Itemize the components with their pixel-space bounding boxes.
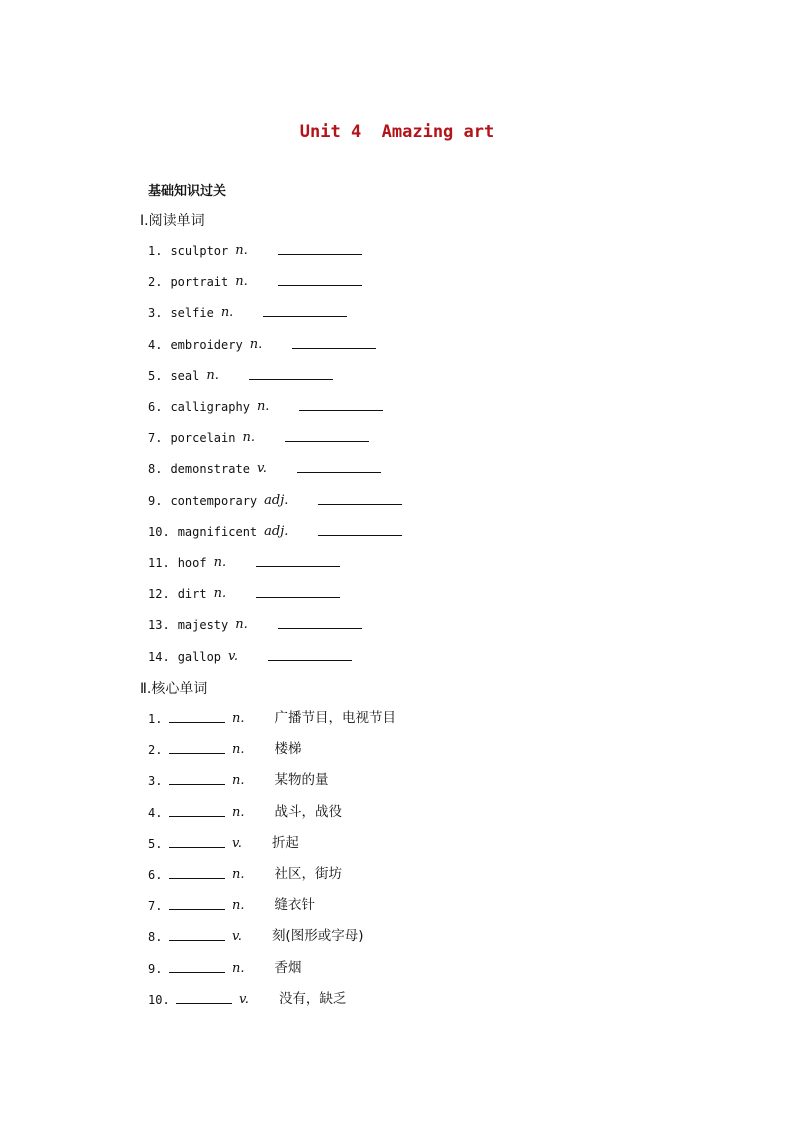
answer-blank[interactable] (318, 503, 402, 505)
item-word: porcelain (170, 431, 236, 446)
answer-blank[interactable] (268, 659, 352, 661)
list-item (148, 332, 376, 352)
answer-blank[interactable] (278, 284, 362, 286)
answer-blank[interactable] (169, 721, 225, 723)
part2-heading: Ⅱ.核心单词 (140, 681, 208, 697)
item-number: 7. (148, 899, 163, 914)
list-item (148, 706, 396, 726)
list-item (148, 924, 363, 944)
item-pos: v. (256, 461, 267, 477)
item-pos: n. (232, 898, 245, 914)
item-pos: v. (232, 835, 242, 851)
item-pos: n. (249, 336, 263, 352)
list-item (148, 488, 402, 508)
list-item (148, 612, 362, 632)
item-meaning: 战斗，战役 (274, 803, 343, 820)
item-pos: n. (232, 804, 245, 820)
item-meaning: 缝衣针 (274, 897, 316, 914)
item-number: 1. (148, 712, 163, 726)
item-number: 6. (148, 400, 163, 414)
answer-blank[interactable] (169, 939, 225, 941)
list-item (148, 363, 333, 383)
answer-blank[interactable] (169, 908, 225, 910)
answer-blank[interactable] (169, 815, 225, 817)
item-word: selfie (170, 306, 214, 321)
item-number: 12. (148, 587, 170, 602)
item-number: 14. (148, 649, 170, 664)
item-meaning: 刻(图形或字母) (271, 928, 364, 945)
item-number: 6. (148, 868, 163, 882)
item-pos: n. (213, 586, 227, 602)
list-item (148, 956, 302, 976)
item-number: 9. (148, 493, 163, 508)
item-pos: n. (235, 274, 248, 290)
item-pos: n. (235, 617, 248, 633)
item-meaning: 某物的量 (274, 772, 329, 789)
list-item (148, 768, 329, 788)
item-word: magnificent (177, 524, 258, 539)
item-word: calligraphy (170, 400, 250, 414)
answer-blank[interactable] (256, 565, 340, 567)
list-item (148, 550, 340, 570)
item-word: sculptor (170, 244, 229, 258)
item-number: 5. (148, 368, 163, 383)
list-item (148, 238, 362, 258)
item-number: 2. (148, 743, 163, 758)
answer-blank[interactable] (249, 378, 333, 380)
item-pos: n. (213, 555, 227, 570)
item-pos: n. (232, 742, 245, 758)
item-pos: adj. (264, 492, 289, 508)
item-pos: n. (232, 711, 245, 726)
answer-blank[interactable] (176, 1002, 232, 1004)
answer-blank[interactable] (292, 347, 376, 349)
list-item (148, 800, 342, 820)
list-item (148, 862, 342, 882)
item-number: 4. (148, 337, 163, 352)
list-item (148, 737, 302, 757)
item-pos: v. (232, 929, 242, 945)
item-pos: n. (232, 773, 245, 789)
item-number: 3. (148, 306, 163, 321)
item-pos: n. (256, 399, 270, 414)
answer-blank[interactable] (169, 846, 225, 848)
answer-blank[interactable] (297, 471, 381, 473)
answer-blank[interactable] (285, 440, 369, 442)
item-number: 11. (148, 556, 170, 570)
list-item (148, 831, 299, 851)
item-pos: n. (206, 367, 219, 383)
answer-blank[interactable] (169, 971, 225, 973)
item-word: contemporary (170, 493, 258, 508)
item-pos: n. (242, 430, 255, 446)
item-meaning: 社区，街坊 (274, 866, 343, 882)
item-number: 3. (148, 774, 163, 789)
item-pos: n. (235, 243, 248, 258)
item-number: 1. (148, 244, 163, 258)
item-number: 13. (148, 618, 170, 633)
answer-blank[interactable] (299, 409, 383, 411)
item-pos: adj. (264, 523, 289, 539)
list-item (148, 456, 381, 476)
item-meaning: 折起 (271, 834, 299, 851)
item-word: embroidery (170, 337, 243, 352)
item-word: gallop (177, 649, 222, 664)
list-item (148, 987, 346, 1007)
item-number: 5. (148, 836, 163, 851)
item-meaning: 香烟 (274, 959, 302, 976)
answer-blank[interactable] (318, 534, 402, 536)
answer-blank[interactable] (169, 752, 225, 754)
list-item (148, 581, 340, 601)
answer-blank[interactable] (278, 627, 362, 629)
item-meaning: 广播节目，电视节目 (274, 710, 397, 726)
answer-blank[interactable] (169, 783, 225, 785)
list-item (148, 519, 402, 539)
item-word: demonstrate (170, 462, 250, 477)
item-pos: v. (239, 991, 249, 1007)
answer-blank[interactable] (263, 315, 347, 317)
list-item (148, 644, 352, 664)
item-number: 2. (148, 275, 163, 290)
item-word: seal (170, 368, 200, 383)
item-pos: v. (228, 648, 238, 664)
item-number: 10. (148, 992, 170, 1007)
item-number: 10. (148, 524, 170, 539)
item-pos: n. (232, 867, 245, 882)
page-title: Unit 4 Amazing art (299, 122, 495, 142)
item-number: 8. (148, 930, 163, 945)
item-pos: n. (232, 960, 245, 976)
item-word: majesty (177, 618, 229, 633)
section-heading: 基础知识过关 (148, 184, 227, 199)
list-item (148, 893, 315, 913)
answer-blank[interactable] (169, 877, 225, 879)
item-pos: n. (220, 305, 234, 321)
list-item (148, 300, 347, 320)
item-word: dirt (177, 587, 207, 602)
item-number: 7. (148, 431, 163, 446)
item-number: 9. (148, 961, 163, 976)
part1-heading: Ⅰ.阅读单词 (140, 213, 205, 229)
item-word: portrait (170, 275, 229, 290)
answer-blank[interactable] (278, 253, 362, 255)
item-meaning: 没有，缺乏 (278, 990, 347, 1007)
answer-blank[interactable] (256, 596, 340, 598)
list-item (148, 269, 362, 289)
item-number: 4. (148, 805, 163, 820)
list-item (148, 425, 369, 445)
item-word: hoof (177, 556, 207, 570)
item-number: 8. (148, 462, 163, 477)
list-item (148, 394, 383, 414)
item-meaning: 楼梯 (274, 741, 302, 758)
